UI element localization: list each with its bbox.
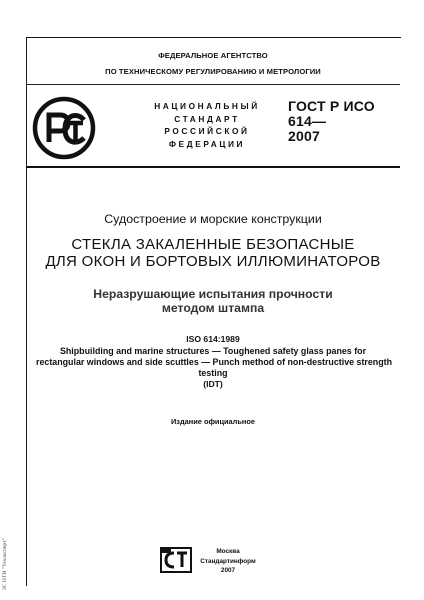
standard-type-line1: НАЦИОНАЛЬНЫЙ xyxy=(154,101,260,111)
standard-type-line4: ФЕДЕРАЦИИ xyxy=(168,138,246,149)
publisher-year: 2007 xyxy=(220,567,236,575)
title-line1: СТЕКЛА ЗАКАЛЕННЫЕ БЕЗОПАСНЫЕ xyxy=(71,236,355,253)
title-line2: ДЛЯ ОКОН И БОРТОВЫХ ИЛЛЮМИНАТОРОВ xyxy=(45,253,381,270)
designation-divider xyxy=(26,166,400,168)
publisher-city: Москва xyxy=(216,548,240,555)
designation-line3: 2007 xyxy=(288,128,320,144)
iso-title-line1: Shipbuilding and marine structures — Toughened safety glass panes for xyxy=(59,346,367,356)
document-subtitle xyxy=(26,287,400,315)
agency-name-line1: ФЕДЕРАЛЬНОЕ АГЕНТСТВО xyxy=(158,51,268,60)
standard-type-block xyxy=(136,100,278,150)
standard-type-line2: СТАНДАРТ xyxy=(174,113,240,124)
iso-code: ISO 614:1989 xyxy=(186,334,240,344)
side-stamp: ЗС НТИ "Техэксперт" xyxy=(2,538,8,590)
designation-line1: ГОСТ Р ИСО xyxy=(288,98,375,114)
edition-note: Издание официальное xyxy=(170,417,255,426)
iso-title-line3: testing xyxy=(198,367,228,378)
subtitle-line2: методом штампа xyxy=(161,301,265,315)
standartinform-logo-icon xyxy=(160,547,192,573)
standard-designation xyxy=(288,99,398,144)
iso-title-line2: rectangular windows and side scuttles — Punch method of non-destructive strength xyxy=(36,356,393,367)
standard-type-line3: РОССИЙСКОЙ xyxy=(164,126,250,137)
designation-line2: 614— xyxy=(288,113,327,129)
equivalence-marker: (IDT) xyxy=(203,379,223,389)
publisher-block xyxy=(192,547,264,576)
agency-name-line2: ПО ТЕХНИЧЕСКОМУ РЕГУЛИРОВАНИЮ И МЕТРОЛОГИИ xyxy=(105,67,321,76)
iso-english-title xyxy=(36,346,393,378)
rst-certification-mark-icon xyxy=(32,96,96,160)
publisher-name: Стандартинформ xyxy=(200,557,256,565)
document-subject: Судостроение и морские конструкции xyxy=(104,212,322,226)
header-divider xyxy=(26,84,400,85)
document-title xyxy=(26,236,400,270)
subtitle-line1: Неразрушающие испытания прочности xyxy=(93,287,333,301)
